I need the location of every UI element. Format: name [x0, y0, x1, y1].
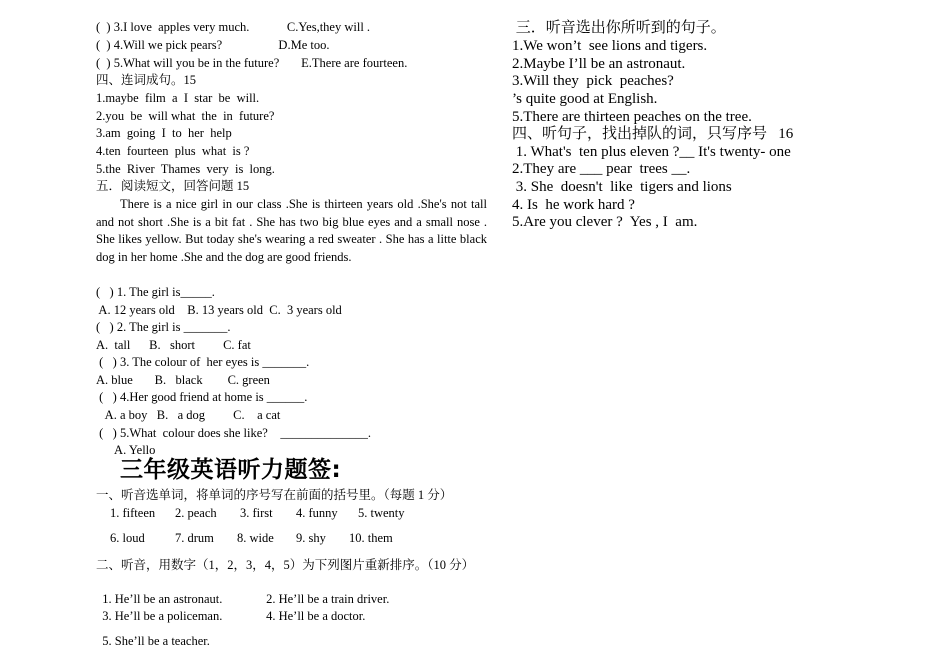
part1-heading: 一、听音选单词，将单词的序号写在前面的括号里。（每题 1 分） — [96, 488, 453, 502]
question-1-options: A. 12 years old B. 13 years old C. 3 years old — [96, 303, 342, 317]
word-item: 9. shy — [296, 531, 326, 545]
part2-line-1: 1. He’ll be an astronaut. 2. He’ll be a train driver. — [96, 592, 390, 606]
right-section4-item-4: 4. Is he work hard ? — [512, 197, 635, 213]
word-item: 5. twenty — [358, 506, 405, 520]
section4-heading: 四、连词成句。15 — [96, 73, 197, 87]
right-section3-item-5: 5.There are thirteen peaches on the tree. — [512, 109, 752, 125]
question-4: ( ) 4.Her good friend at home is ______. — [96, 390, 308, 404]
question-2: ( ) 2. The girl is _______. — [96, 320, 231, 334]
part2-line-3: 5. She’ll be a teacher. — [96, 634, 210, 648]
reading-passage: There is a nice girl in our class .She is thirteen years old .She's not tall and not short .She is a bit fat . She has two big blue eyes and a small nose . She likes yellow. But today she's wearing a red sweater . She has a litte black dog in her home .She and the dog are good friends. — [96, 197, 487, 264]
question-5-answer: A. Yello — [96, 443, 156, 457]
question-5: ( ) 5.What colour does she like? ______________. — [96, 426, 371, 440]
right-section3-item-3: 3.Will they pick peaches? — [512, 73, 674, 89]
question-4-options: A. a boy B. a dog C. a cat — [96, 408, 281, 422]
listening-title: 三年级英语听力题签: — [120, 457, 342, 483]
word-item: 1. fifteen — [110, 506, 156, 520]
right-section4-heading: 四、听句子，找出掉队的词，只写序号 16 — [512, 126, 794, 142]
word-item: 4. funny — [296, 506, 338, 520]
word-item: 2. peach — [175, 506, 217, 520]
right-section4-item-2: 2.They are ___ pear trees __. — [512, 161, 691, 177]
section5-heading: 五．阅读短文，回答问题 15 — [96, 179, 250, 193]
part2-line-2: 3. He’ll be a policeman. 4. He’ll be a doctor. — [96, 609, 366, 623]
match-item-3: ( ) 3.I love apples very much. C.Yes,they will . — [96, 20, 371, 34]
match-item-5: ( ) 5.What will you be in the future? E.There are fourteen. — [96, 56, 408, 70]
right-section4-item-3: 3. She doesn't like tigers and lions — [512, 179, 732, 195]
question-3: ( ) 3. The colour of her eyes is _______. — [96, 355, 310, 369]
sentence-item-2: 2.you be will what the in future? — [96, 109, 275, 123]
word-item: 7. drum — [175, 531, 214, 545]
right-section3-item-4: ’s quite good at English. — [512, 91, 658, 107]
right-section3-item-1: 1.We won’t see lions and tigers. — [512, 38, 708, 54]
right-section4-item-5: 5.Are you clever ? Yes , I am. — [512, 214, 698, 230]
question-2-options: A. tall B. short C. fat — [96, 338, 251, 352]
right-section3-item-2: 2.Maybe I’ll be an astronaut. — [512, 56, 686, 72]
question-1: ( ) 1. The girl is_____. — [96, 285, 215, 299]
part2-heading: 二、听音，用数字（1，2，3，4，5）为下列图片重新排序。（10 分） — [96, 558, 475, 572]
right-section3-heading: 三．听音选出你所听到的句子。 — [512, 20, 726, 36]
word-item: 10. them — [349, 531, 393, 545]
sentence-item-3: 3.am going I to her help — [96, 126, 232, 140]
word-item: 8. wide — [237, 531, 274, 545]
sentence-item-1: 1.maybe film a I star be will. — [96, 91, 260, 105]
right-section4-item-1: 1. What's ten plus eleven ?__ It's twenty- one — [512, 144, 791, 160]
match-item-4: ( ) 4.Will we pick pears? D.Me too. — [96, 38, 330, 52]
sentence-item-5: 5.the River Thames very is long. — [96, 162, 275, 176]
word-item: 6. loud — [110, 531, 145, 545]
sentence-item-4: 4.ten fourteen plus what is ? — [96, 144, 250, 158]
question-3-options: A. blue B. black C. green — [96, 373, 270, 387]
word-item: 3. first — [240, 506, 273, 520]
